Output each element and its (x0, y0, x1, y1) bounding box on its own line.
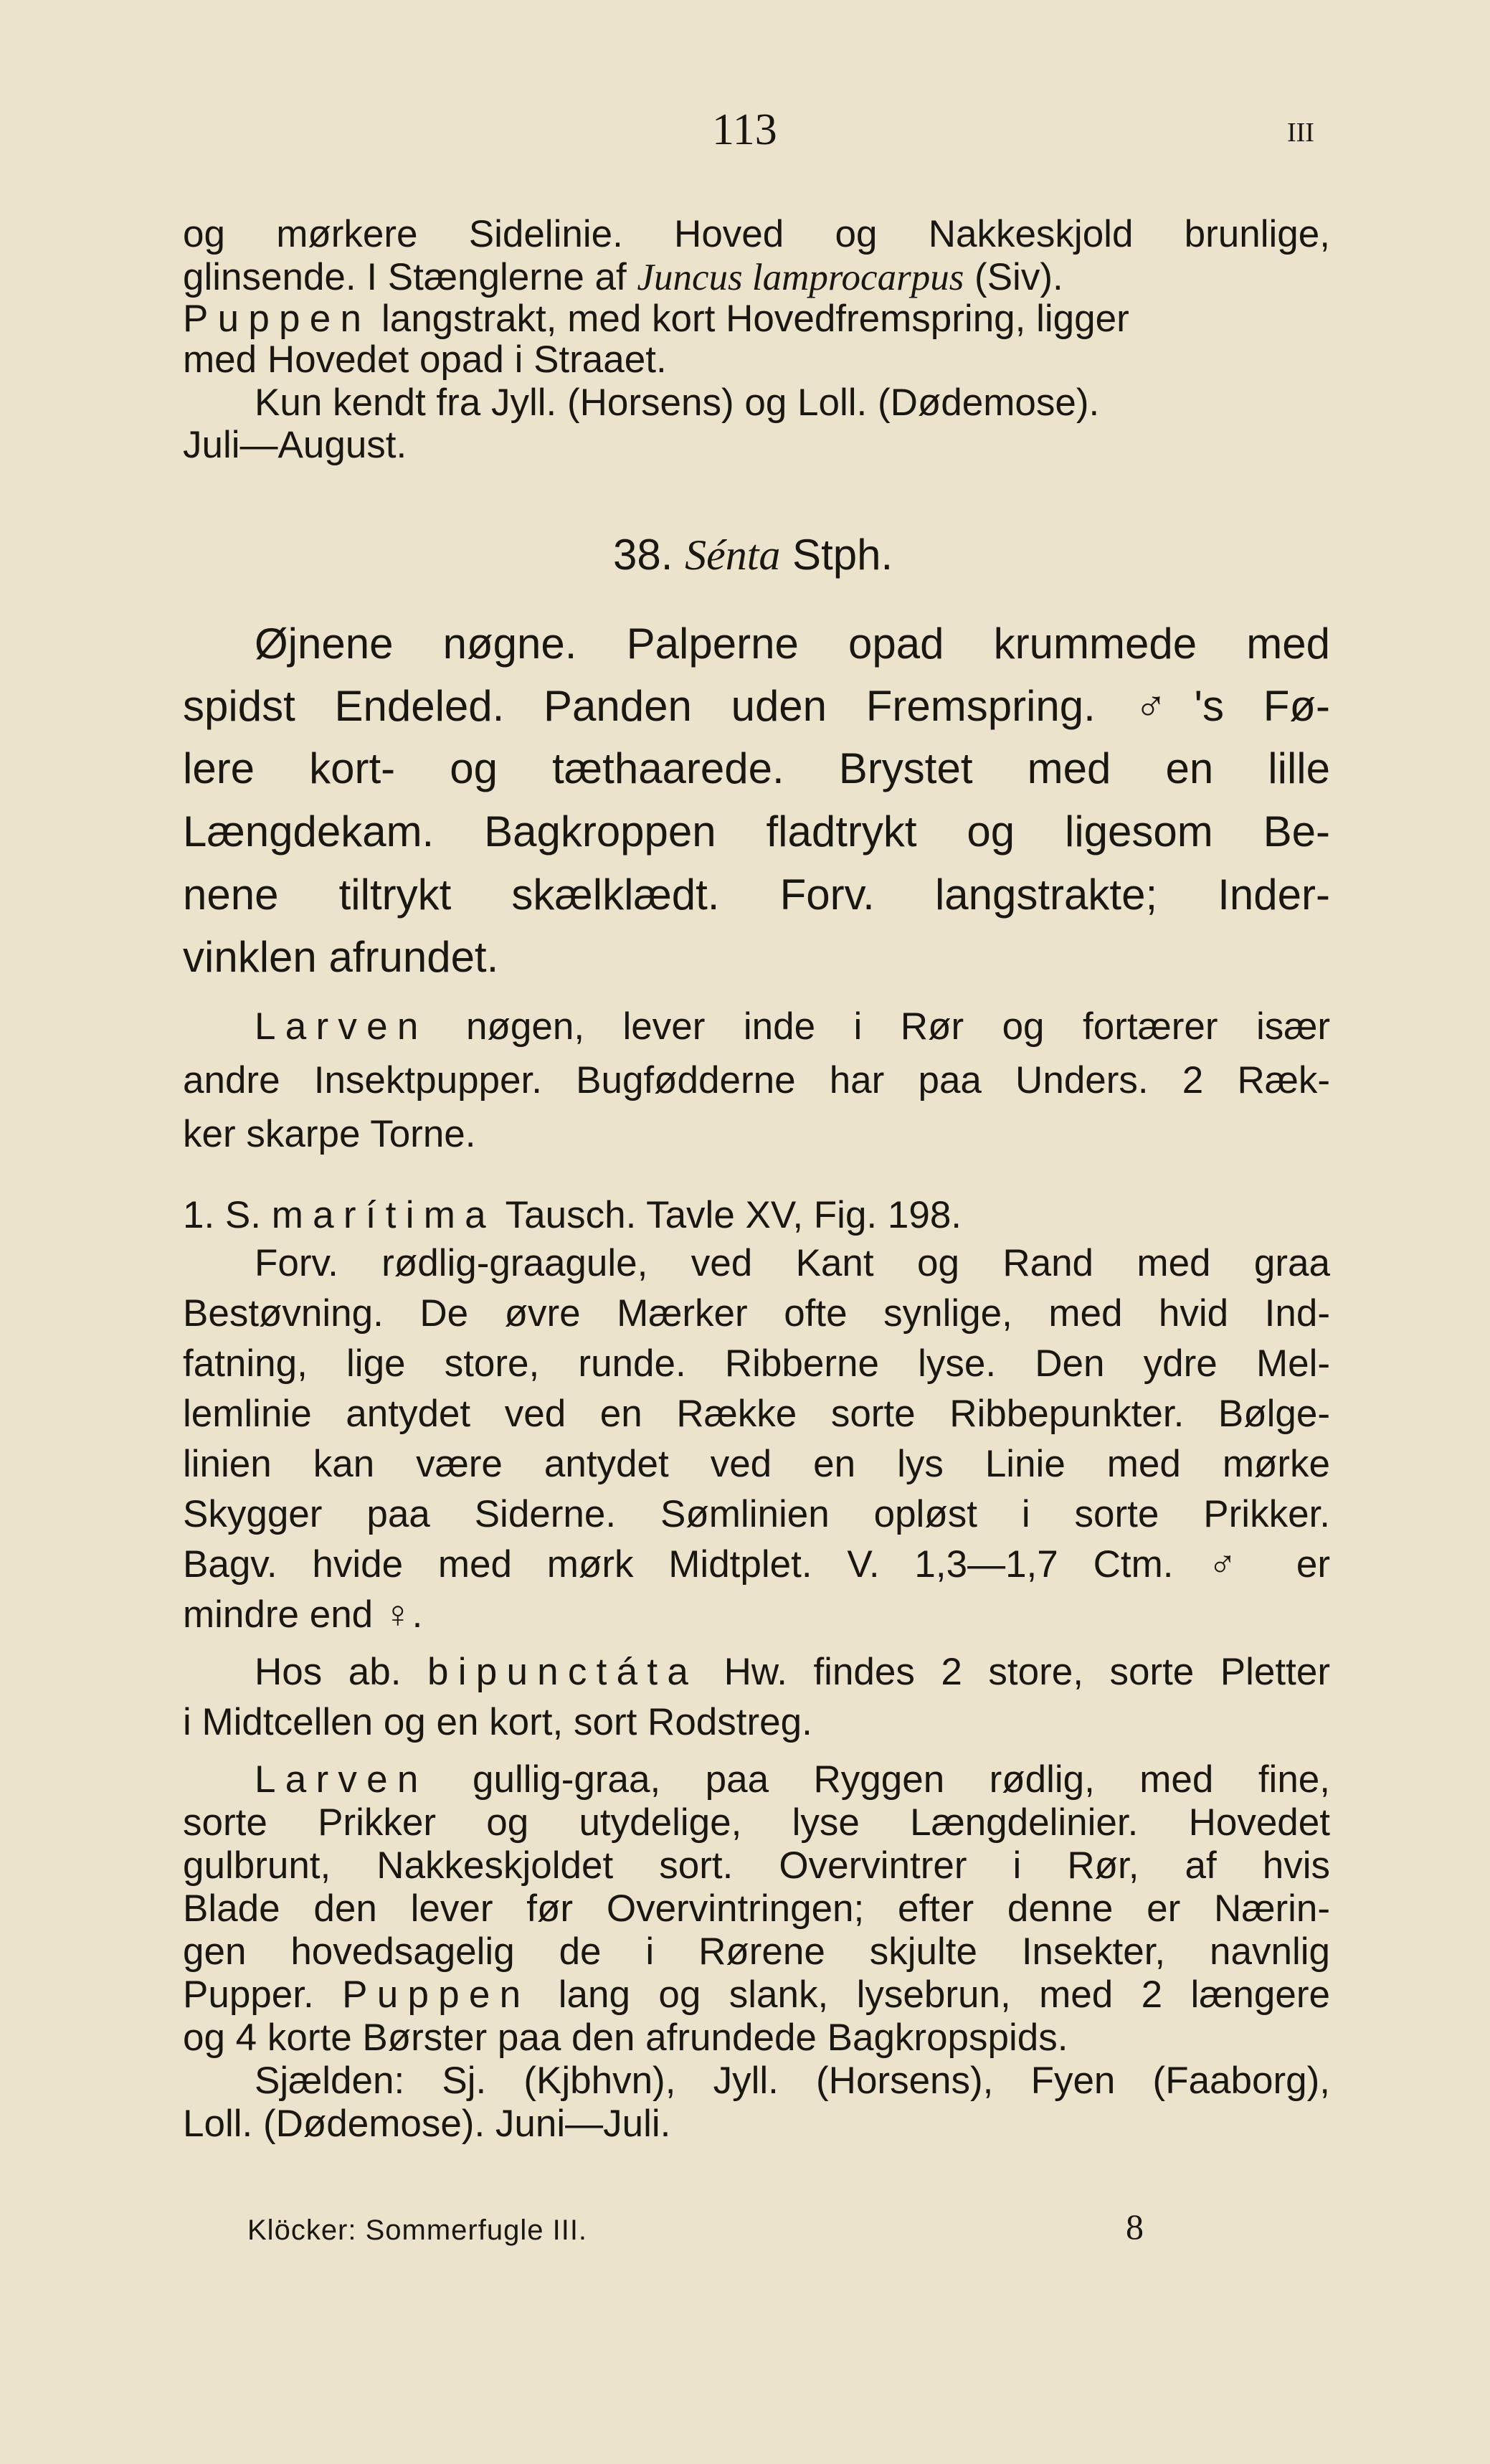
genus-name: Sénta (685, 531, 781, 579)
text-line: vinklen afrundet. (183, 933, 499, 981)
text-line: lere kort- og tæthaarede. Brystet med en lille (183, 744, 1330, 792)
text-line: Larven gullig-graa, paa Ryggen rødlig, med fine, (255, 1758, 1330, 1801)
text-line: Larven nøgen, lever inde i Rør og fortærer især (255, 1005, 1330, 1048)
text-line: Bestøvning. De øvre Mærker ofte synlige, med hvid Ind- (183, 1292, 1330, 1335)
text-line: glinsende. I Stænglerne af Juncus lamprocarpus (Siv). (183, 256, 1063, 298)
text-line: Kun kendt fra Jyll. (Horsens) og Loll. (Dødemose). (255, 382, 1100, 424)
text-line: og 4 korte Børster paa den afrundede Bagkropspids. (183, 2017, 1068, 2059)
text-line: Øjnene nøgne. Palperne opad krummede med (255, 620, 1330, 668)
text-line: andre Insektpupper. Bugfødderne har paa Unders. 2 Ræk- (183, 1059, 1330, 1101)
spaced-term: Puppen (342, 1973, 531, 2016)
text-line: fatning, lige store, runde. Ribberne lyse. Den ydre Mel- (183, 1342, 1330, 1385)
text-line: Sjælden: Sj. (Kjbhvn), Jyll. (Horsens), Fyen (Faaborg), (255, 2060, 1330, 2102)
text-line: Bagv. hvide med mørk Midtplet. V. 1,3—1,7 Ctm. ♂ er (183, 1543, 1330, 1586)
text-line: Forv. rødlig-graagule, ved Kant og Rand med graa (255, 1242, 1330, 1284)
species-name: marítima (271, 1194, 495, 1236)
species-heading: 1. S. marítima Tausch. Tavle XV, Fig. 198. (183, 1194, 962, 1236)
text-line: med Hovedet opad i Straaet. (183, 338, 667, 381)
text-line: i Midtcellen og en kort, sort Rodstreg. (183, 1701, 812, 1743)
spaced-term: Larven (255, 1758, 428, 1801)
text-line: mindre end ♀. (183, 1593, 423, 1636)
text-line: spidst Endeled. Panden uden Fremspring. ♂'s Fø- (183, 682, 1330, 730)
text-line: sorte Prikker og utydelige, lyse Længdelinier. Hovedet (183, 1801, 1330, 1844)
plant-species-name: Juncus lamprocarpus (637, 257, 964, 298)
genus-heading: 38. Sénta Stph. (613, 531, 893, 579)
text-line: gulbrunt, Nakkeskjoldet sort. Overvintrer i Rør, af hvis (183, 1844, 1330, 1887)
text-line: Hos ab. bipunctáta Hw. findes 2 store, sorte Pletter (255, 1651, 1330, 1693)
text-line: og mørkere Sidelinie. Hoved og Nakkeskjold brunlige, (183, 213, 1330, 255)
text-line: Længdekam. Bagkroppen fladtrykt og ligesom Be- (183, 807, 1330, 856)
spaced-term: Larven (255, 1005, 428, 1048)
text-line: lemlinie antydet ved en Række sorte Ribbepunkter. Bølge- (183, 1393, 1330, 1435)
text-line: nene tiltrykt skælklædt. Forv. langstrakte; Inder- (183, 871, 1330, 919)
footer-signature: Klöcker: Sommerfugle III. (247, 2214, 588, 2246)
text-line: Blade den lever før Overvintringen; efter denne er Nærin- (183, 1887, 1330, 1930)
text-line: linien kan være antydet ved en lys Linie med mørke (183, 1443, 1330, 1485)
sheet-mark: III (1287, 118, 1314, 148)
text-line: Juli—August. (183, 424, 407, 466)
page-number: 113 (712, 105, 777, 154)
footer-sheet-number: 8 (1126, 2207, 1144, 2247)
text-line: Skygger paa Siderne. Sømlinien opløst i sorte Prikker. (183, 1493, 1330, 1535)
text-line: gen hovedsagelig de i Rørene skjulte Insekter, navnlig (183, 1930, 1330, 1973)
text-line: Puppen langstrakt, med kort Hovedfremspring, ligger (183, 298, 1129, 340)
text-line: ker skarpe Torne. (183, 1113, 476, 1155)
text-line: Pupper. Puppen lang og slank, lysebrun, med 2 længere (183, 1973, 1330, 2016)
aberration-name: bipunctáta (427, 1651, 698, 1693)
text-line: Loll. (Dødemose). Juni—Juli. (183, 2103, 671, 2145)
spaced-term: Puppen (183, 298, 371, 340)
